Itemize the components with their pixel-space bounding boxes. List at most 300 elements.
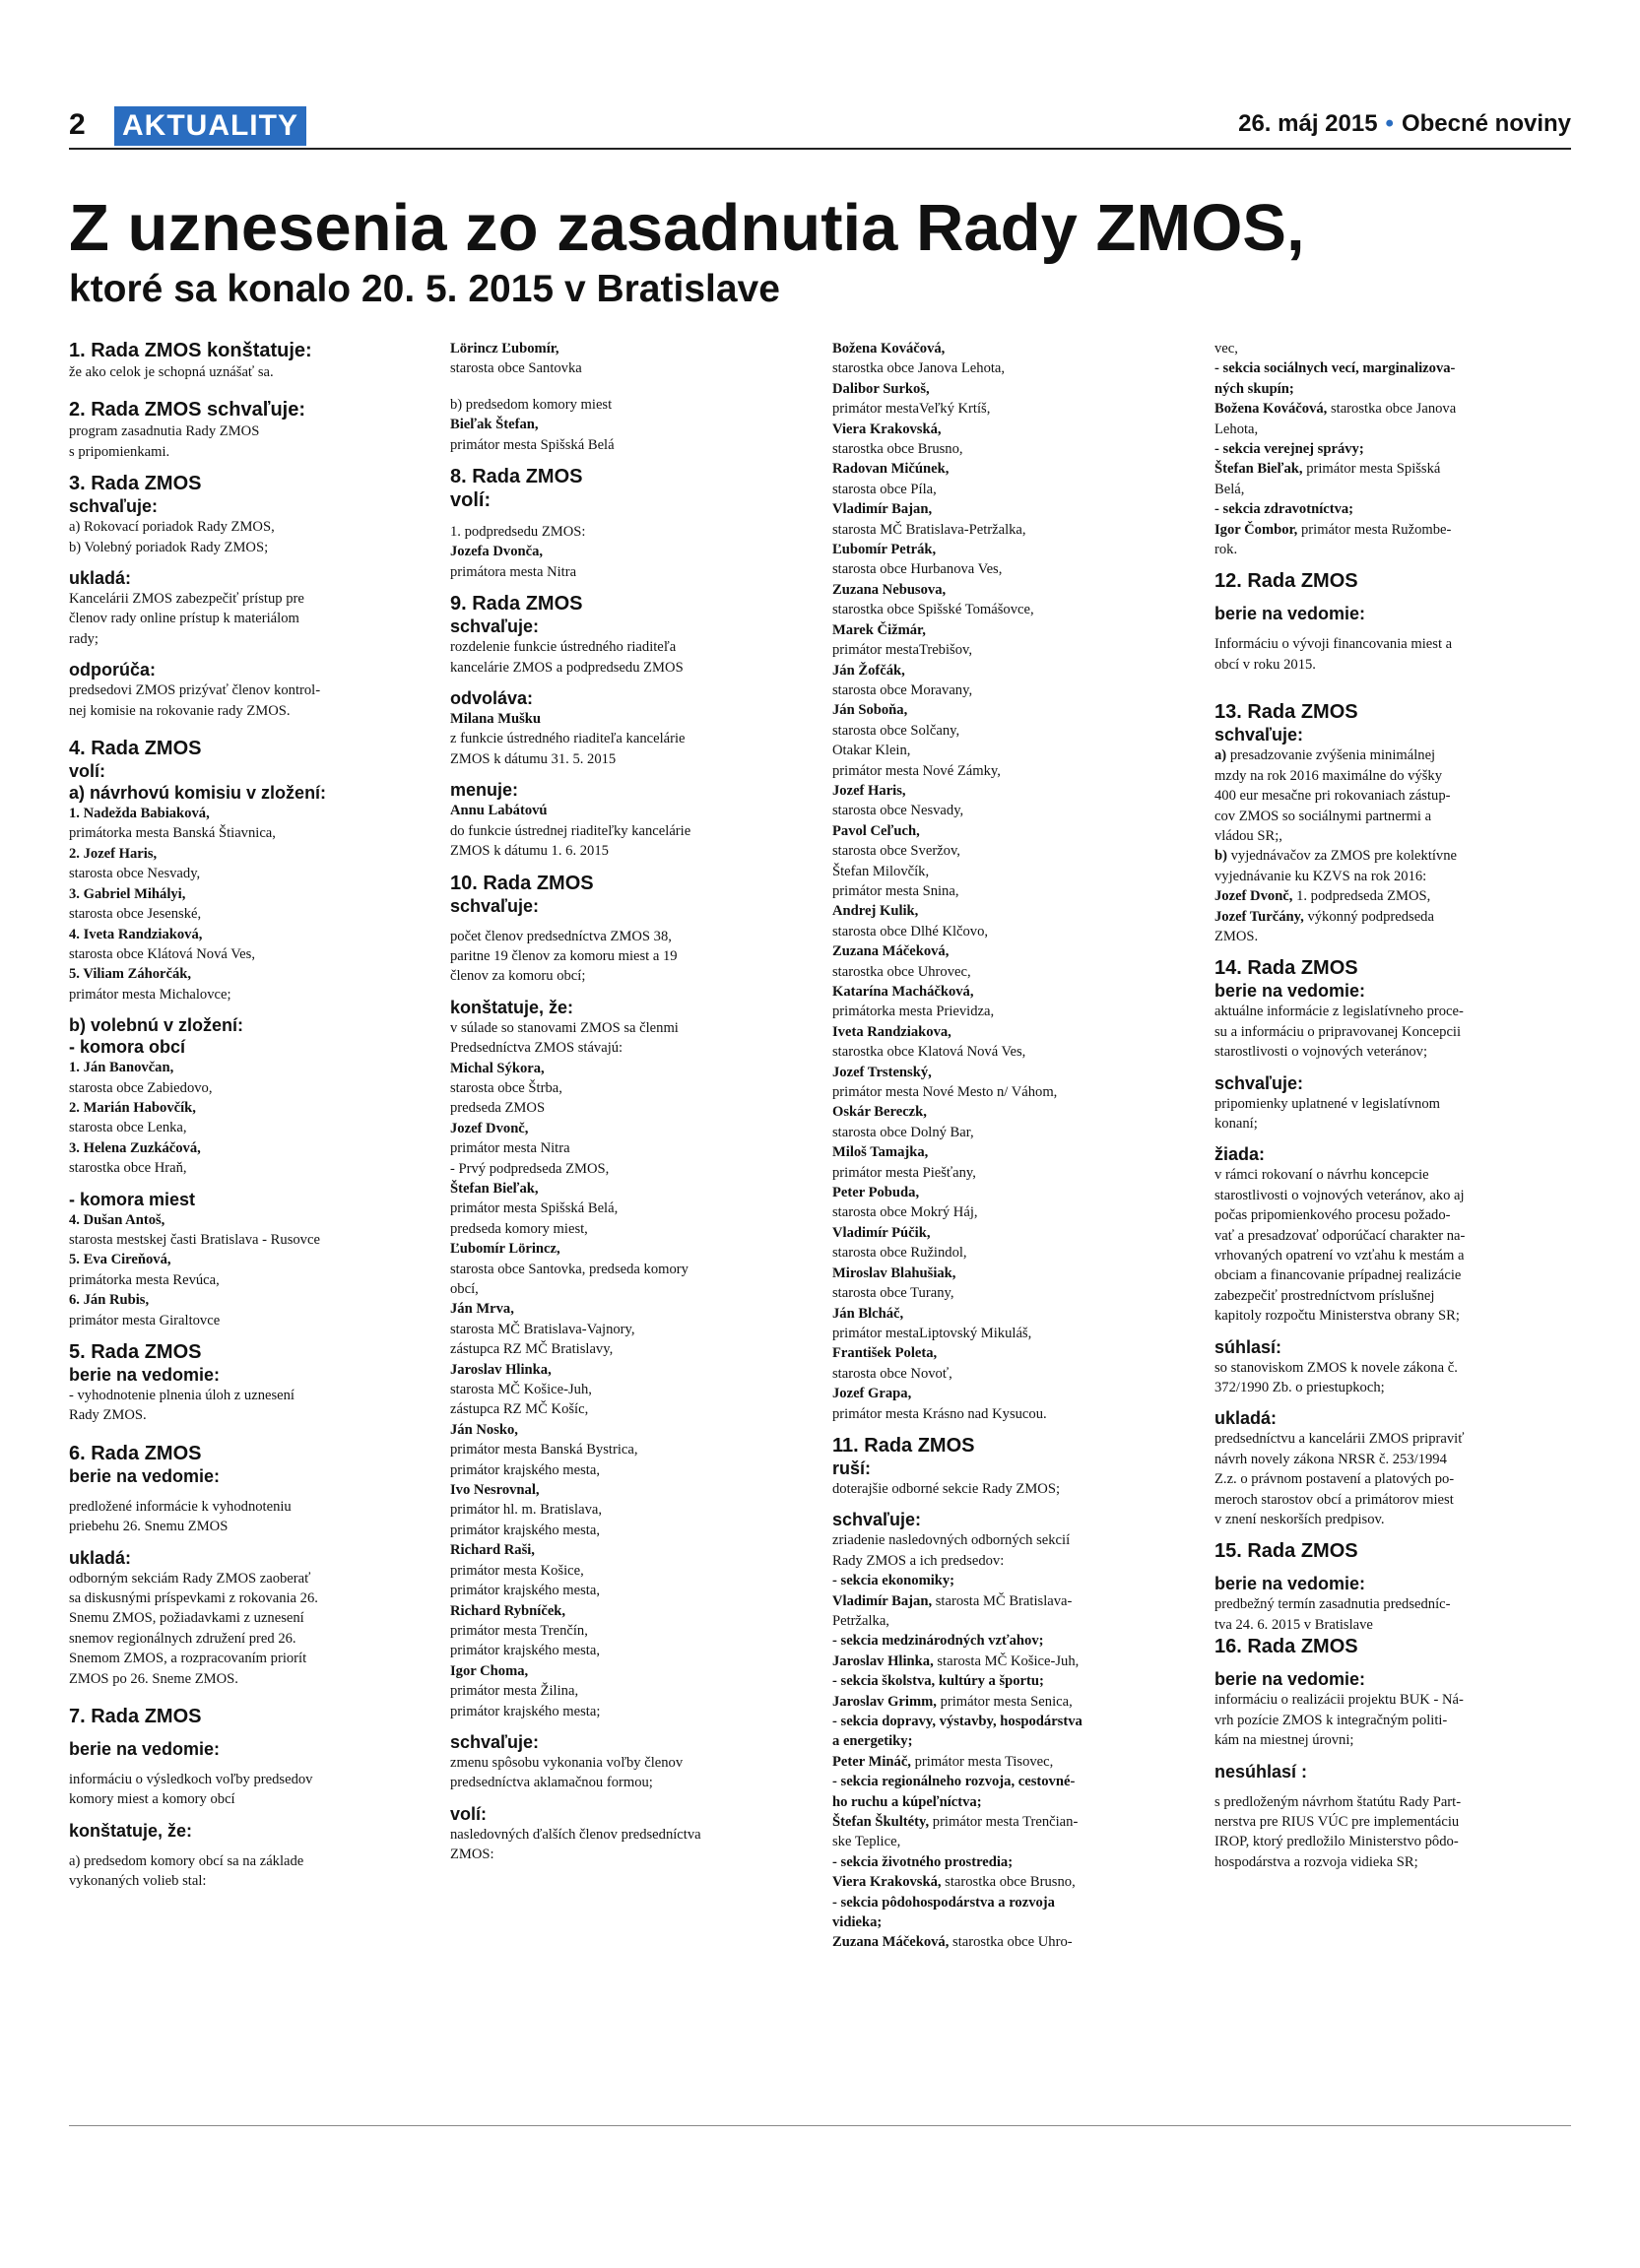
- member-role: starosta obce Štrba,: [450, 1079, 562, 1096]
- member-name: Oskár Bereczk,: [832, 1104, 927, 1121]
- member-role: Petržalka,: [832, 1612, 889, 1629]
- member-role: starosta obce Píla,: [832, 481, 937, 497]
- section-heading: 8. Rada ZMOS: [450, 466, 583, 488]
- member-role: Lehota,: [1214, 421, 1259, 437]
- member-role: starosta obce Dlhé Klčovo,: [832, 923, 989, 940]
- member-role: výkonný podpredseda: [1303, 908, 1434, 925]
- member-role: starosta obce Solčany,: [832, 722, 960, 739]
- member-role: starostka obce Klatová Nová Ves,: [832, 1044, 1026, 1061]
- member-role: starosta MČ Bratislava-: [932, 1592, 1073, 1609]
- member-name: František Poleta,: [832, 1345, 938, 1362]
- member-name: Jozef Grapa,: [832, 1386, 912, 1402]
- subheading: ukladá:: [69, 1547, 132, 1568]
- member-role: ske Teplice,: [832, 1834, 901, 1850]
- text-line: informáciu o realizácii projektu BUK - Ná-: [1214, 1692, 1464, 1709]
- member-name: 1. Nadežda Babiaková,: [69, 806, 210, 822]
- member-name: Viera Krakovská,: [832, 1874, 942, 1891]
- text-line: kapitoly rozpočtu Ministerstva obrany SR;: [1214, 1308, 1460, 1325]
- text-line: starostlivosti o vojnových veteránov, ako aj: [1214, 1187, 1465, 1203]
- member-role: starostka obce Janova: [1327, 401, 1457, 418]
- text-line: vládou SR;,: [1214, 827, 1282, 844]
- member-name: Jozef Haris,: [832, 782, 906, 799]
- member-role: starostka obce Brusno,: [941, 1874, 1076, 1891]
- member-name: Ján Soboňa,: [832, 702, 908, 719]
- text-line: mzdy na rok 2016 maximálne do výšky: [1214, 767, 1443, 784]
- text-line: vať a presadzovať odporúčací charakter na-: [1214, 1227, 1466, 1244]
- text-line: predbežný termín zasadnutia predsedníc-: [1214, 1596, 1451, 1613]
- subheading: - komora miest: [69, 1189, 196, 1209]
- member-name: Michal Sýkora,: [450, 1060, 545, 1076]
- member-role: starosta obce Zabiedovo,: [69, 1079, 213, 1096]
- member-role: primátor hl. m. Bratislava,: [450, 1502, 603, 1519]
- section-name: - sekcia sociálnych vecí, marginalizova-: [1214, 360, 1456, 377]
- text-line: program zasadnutia Rady ZMOS: [69, 423, 260, 440]
- member-name: Vladimír Bajan,: [832, 501, 933, 518]
- member-role: zástupca RZ MČ Bratislavy,: [450, 1341, 614, 1358]
- section-heading: 6. Rada ZMOS: [69, 1442, 202, 1464]
- section-heading: 16. Rada ZMOS: [1214, 1636, 1358, 1658]
- text-line: v súlade so stanovami ZMOS sa členmi: [450, 1019, 679, 1036]
- member-name: Milana Mušku: [450, 711, 542, 728]
- text-line: Z.z. o právnom postavení a platových po-: [1214, 1471, 1455, 1488]
- issue-info: [1238, 110, 1571, 138]
- section-heading: 12. Rada ZMOS: [1214, 570, 1358, 593]
- member-role: - Prvý podpredseda ZMOS,: [450, 1160, 610, 1177]
- member-role: primátorka mesta Banská Štiavnica,: [69, 825, 276, 842]
- member-name: Viera Krakovská,: [832, 421, 942, 437]
- member-role: predseda komory miest,: [450, 1220, 588, 1237]
- page-header: [69, 106, 1571, 150]
- text-line: aktuálne informácie z legislatívneho proce-: [1214, 1004, 1464, 1020]
- member-role: primátor mesta Giraltovce: [69, 1312, 221, 1328]
- member-name: Štefan Bieľak,: [1214, 461, 1303, 478]
- subheading: schvaľuje:: [1214, 725, 1303, 745]
- publication-name: Obecné noviny: [1401, 110, 1571, 137]
- member-role: rok.: [1214, 542, 1238, 558]
- member-role: primátor krajského mesta;: [450, 1703, 601, 1719]
- member-role: starostka obce Janova Lehota,: [832, 360, 1006, 377]
- subheading: schvaľuje:: [1214, 1072, 1303, 1093]
- member-role: starosta MČ Košice-Juh,: [933, 1652, 1080, 1669]
- member-name: Ľubomír Petrák,: [832, 542, 937, 558]
- text-line: rozdelenie funkcie ústredného riaditeľa: [450, 639, 677, 656]
- member-name: Otakar Klein,: [832, 743, 911, 759]
- member-role: primátor mestaVeľký Krtíš,: [832, 401, 991, 418]
- member-role: obcí,: [450, 1281, 479, 1297]
- member-name: Lörincz Ľubomír,: [450, 341, 559, 356]
- text-line: s pripomienkami.: [69, 443, 170, 460]
- member-name: Jaroslav Hlinka,: [832, 1652, 934, 1669]
- member-role: primátor krajského mesta,: [450, 1583, 600, 1599]
- member-name: Ján Žofčák,: [832, 662, 905, 679]
- text-line: 372/1990 Zb. o priestupkoch;: [1214, 1380, 1385, 1396]
- section-heading: 9. Rada ZMOS: [450, 593, 583, 616]
- member-role: primátor krajského mesta,: [450, 1461, 600, 1478]
- subheading: odvoláva:: [450, 688, 534, 709]
- text-line: vyjednávanie ku KZVS na rok 2016:: [1214, 868, 1427, 884]
- section-heading: 2. Rada ZMOS schvaľuje:: [69, 399, 305, 421]
- member-name: Jozefa Dvonča,: [450, 544, 544, 560]
- member-name: Štefan Škultéty,: [832, 1814, 930, 1831]
- section-name: a energetiky;: [832, 1733, 913, 1750]
- member-role: starostka obce Uhrovec,: [832, 963, 971, 980]
- subheading: ukladá:: [69, 568, 132, 589]
- subheading: schvaľuje:: [450, 1731, 539, 1752]
- section-label: AKTUALITY: [114, 106, 306, 146]
- member-role: starosta obce Nesvady,: [69, 866, 201, 882]
- member-role: starosta obce Mokrý Háj,: [832, 1204, 978, 1221]
- section-name: vidieka;: [832, 1914, 883, 1931]
- text-line: vrh pozície ZMOS k integračným politi-: [1214, 1712, 1448, 1728]
- text-line: nerstva pre RIUS VÚC pre implementáciu: [1214, 1813, 1460, 1830]
- member-role: primátor mesta Trenčín,: [450, 1622, 588, 1639]
- member-name: Miloš Tamajka,: [832, 1144, 929, 1161]
- text-line: obciam a financovanie prípadnej realizácie: [1214, 1267, 1462, 1284]
- member-role: starosta mestskej časti Bratislava - Rusovce: [69, 1231, 320, 1248]
- column-3: [832, 339, 1185, 1953]
- text-line: b) predsedom komory miest: [450, 396, 613, 413]
- subheading: volí:: [450, 1803, 488, 1824]
- member-name: Ján Blcháč,: [832, 1305, 904, 1322]
- member-name: Štefan Bieľak,: [450, 1180, 539, 1197]
- subheading: menuje:: [450, 780, 519, 801]
- column-1: [69, 339, 422, 1892]
- member-role: Belá,: [1214, 481, 1245, 497]
- member-name: 4. Iveta Randziaková,: [69, 926, 203, 942]
- member-role: vec,: [1214, 341, 1238, 356]
- text-line: Snemu ZMOS, požiadavkami z uznesení: [69, 1610, 304, 1627]
- subheading: konštatuje, že:: [69, 1820, 193, 1841]
- text-line: rady;: [69, 630, 98, 647]
- section-heading: 11. Rada ZMOS: [832, 1434, 975, 1457]
- section-heading: 1. Rada ZMOS konštatuje:: [69, 340, 312, 361]
- member-role: primátor mesta Nové Zámky,: [832, 762, 1001, 779]
- section-name: - sekcia regionálneho rozvoja, cestovné-: [832, 1774, 1076, 1790]
- text-line: kancelárie ZMOS a podpredsedu ZMOS: [450, 659, 684, 676]
- member-role: primátor mesta Senica,: [936, 1693, 1073, 1710]
- subheading: súhlasí:: [1214, 1336, 1282, 1357]
- member-name: Marek Čižmár,: [832, 621, 926, 638]
- text-line: a) Rokovací poriadok Rady ZMOS,: [69, 519, 275, 536]
- section-name: - sekcia školstva, kultúry a športu;: [832, 1673, 1044, 1690]
- member-name: Bieľak Štefan,: [450, 417, 539, 433]
- text-line: ZMOS k dátumu 31. 5. 2015: [450, 750, 617, 767]
- subheading: berie na vedomie:: [1214, 1574, 1366, 1594]
- member-name: Peter Pobuda,: [832, 1185, 920, 1201]
- member-name: Ivo Nesrovnal,: [450, 1482, 540, 1499]
- member-role: primátor mesta Banská Bystrica,: [450, 1442, 638, 1458]
- section-heading: 15. Rada ZMOS: [1214, 1540, 1358, 1563]
- text-line: starostlivosti o vojnových veteránov;: [1214, 1044, 1428, 1061]
- issue-date: 26. máj 2015: [1238, 110, 1378, 137]
- member-name: Richard Raši,: [450, 1542, 535, 1559]
- text-line: počet členov predsedníctva ZMOS 38,: [450, 928, 672, 944]
- member-name: Richard Rybníček,: [450, 1602, 566, 1619]
- text-line: IROP, ktorý predložilo Ministerstvo pôdo-: [1214, 1834, 1459, 1850]
- member-role: primátorka mesta Revúca,: [69, 1271, 220, 1288]
- text-line: zriadenie nasledovných odborných sekcií: [832, 1532, 1071, 1549]
- subheading: schvaľuje:: [832, 1510, 921, 1530]
- member-role: starosta obce Dolný Bar,: [832, 1124, 974, 1140]
- text-line: vykonaných volieb stal:: [69, 1873, 207, 1890]
- text-line: predložené informácie k vyhodnoteniu: [69, 1498, 292, 1515]
- text-line: informáciu o výsledkoch voľby predsedov: [69, 1772, 313, 1788]
- member-name: Igor Choma,: [450, 1662, 529, 1679]
- text-line: odborným sekciám Rady ZMOS zaoberať: [69, 1570, 311, 1587]
- text-line: konaní;: [1214, 1115, 1258, 1132]
- member-role: starosta obce Ružindol,: [832, 1245, 967, 1262]
- text-line: komory miest a komory obcí: [69, 1791, 235, 1808]
- text-line: s predloženým návrhom štatútu Rady Part-: [1214, 1793, 1462, 1810]
- text-line: doterajšie odborné sekcie Rady ZMOS;: [832, 1480, 1061, 1497]
- text-line: z funkcie ústredného riaditeľa kancelárie: [450, 731, 686, 747]
- text-line: v znení neskorších predpisov.: [1214, 1512, 1385, 1528]
- member-name: Igor Čombor,: [1214, 521, 1298, 538]
- member-name: Pavol Ceľuch,: [832, 822, 920, 839]
- member-name: Peter Mináč,: [832, 1753, 911, 1770]
- member-name: Zuzana Máčeková,: [832, 943, 950, 960]
- text-line: 400 eur mesačne pri rokovaniach zástup-: [1214, 788, 1451, 805]
- member-role: starosta MČ Bratislava-Vajnory,: [450, 1321, 635, 1337]
- member-name: Božena Kováčová,: [832, 341, 946, 356]
- member-name: Annu Labátovú: [450, 803, 548, 819]
- text-line: Rady ZMOS.: [69, 1407, 147, 1424]
- text-line: tva 24. 6. 2015 v Bratislave: [1214, 1616, 1373, 1633]
- member-name: Jozef Dvonč,: [1214, 888, 1293, 905]
- text-line: členov rady online prístup k materiálom: [69, 611, 299, 627]
- member-name: Ľubomír Lörincz,: [450, 1241, 560, 1258]
- member-name: Jaroslav Hlinka,: [450, 1361, 552, 1378]
- subheading: nesúhlasí :: [1214, 1761, 1308, 1782]
- text-line: presadzovanie zvýšenia minimálnej: [1226, 747, 1436, 764]
- list-marker: a): [1214, 747, 1227, 764]
- footer-rule: [69, 2125, 1571, 2126]
- member-name: 6. Ján Rubis,: [69, 1292, 150, 1309]
- page-number: 2: [69, 108, 86, 141]
- member-role: primátor mestaTrebišov,: [832, 642, 973, 659]
- text-line: ZMOS:: [450, 1847, 494, 1863]
- member-name: Štefan Milovčík,: [832, 863, 930, 879]
- member-role: primátor krajského mesta,: [450, 1522, 600, 1538]
- article-subtitle: ktoré sa konalo 20. 5. 2015 v Bratislave: [69, 268, 780, 310]
- header-separator: •: [1385, 110, 1394, 137]
- text-line: nasledovných ďalších členov predsedníctva: [450, 1826, 701, 1843]
- member-role: primátor mesta Spišská Belá,: [450, 1200, 619, 1217]
- text-line: predsedovi ZMOS prizývať členov kontrol-: [69, 682, 321, 699]
- text-line: ZMOS po 26. Sneme ZMOS.: [69, 1670, 238, 1687]
- text-line: nej komisie na rokovanie rady ZMOS.: [69, 702, 291, 719]
- member-name: Božena Kováčová,: [1214, 401, 1328, 418]
- subheading: berie na vedomie:: [1214, 1669, 1366, 1690]
- member-role: starosta obce Santovka, predseda komory: [450, 1261, 689, 1277]
- subheading: volí:: [450, 489, 492, 512]
- subheading: berie na vedomie:: [1214, 604, 1366, 624]
- member-name: Jaroslav Grimm,: [832, 1693, 937, 1710]
- member-name: Miroslav Blahušiak,: [832, 1264, 956, 1281]
- subheading: b) volebnú v zložení:: [69, 1015, 244, 1036]
- subheading: berie na vedomie:: [69, 1739, 221, 1760]
- text-line: meroch starostov obcí a primátorov miest: [1214, 1491, 1454, 1508]
- section-heading: 14. Rada ZMOS: [1214, 957, 1358, 980]
- text-line: vrhovaných opatrení vo vzťahu k mestám a: [1214, 1248, 1465, 1264]
- text-line: cov ZMOS so sociálnymi partnermi a: [1214, 808, 1432, 824]
- text-line: Rady ZMOS a ich predsedov:: [832, 1552, 1005, 1569]
- member-role: zástupca RZ MČ Košíc,: [450, 1401, 589, 1418]
- member-name: 3. Helena Zuzkáčová,: [69, 1139, 201, 1156]
- subheading: konštatuje, že:: [450, 997, 574, 1017]
- member-role: starostka obce Spišské Tomášovce,: [832, 602, 1034, 618]
- member-role: primátora mesta Nitra: [450, 563, 577, 580]
- text-line: Predsedníctva ZMOS stávajú:: [450, 1040, 623, 1057]
- member-role: starostka obce Hraň,: [69, 1160, 187, 1177]
- text-line: su a informáciu o pripravovanej Koncepcii: [1214, 1023, 1462, 1040]
- member-role: primátor krajského mesta,: [450, 1643, 600, 1659]
- subheading: - komora obcí: [69, 1037, 186, 1058]
- member-name: Zuzana Nebusova,: [832, 581, 947, 598]
- member-role: primátor mesta Ružombe-: [1297, 521, 1452, 538]
- subheading: schvaľuje:: [69, 496, 158, 517]
- section-heading: 10. Rada ZMOS: [450, 872, 594, 894]
- text-line: vyjednávačov za ZMOS pre kolektívne: [1226, 848, 1458, 865]
- text-line: a) predsedom komory obcí sa na základe: [69, 1852, 304, 1869]
- section-name: - sekcia ekonomiky;: [832, 1573, 955, 1589]
- member-name: Jozef Dvonč,: [450, 1120, 529, 1136]
- text-line: zmenu spôsobu vykonania voľby členov: [450, 1754, 684, 1771]
- member-name: Ján Nosko,: [450, 1421, 518, 1438]
- text-line: pripomienky uplatnené v legislatívnom: [1214, 1095, 1440, 1112]
- text-line: zabezpečiť prostredníctvom príslušnej: [1214, 1287, 1435, 1304]
- member-name: Dalibor Surkoš,: [832, 380, 930, 397]
- member-name: Ján Mrva,: [450, 1301, 514, 1318]
- list-marker: b): [1214, 848, 1227, 865]
- member-name: 4. Dušan Antoš,: [69, 1211, 165, 1228]
- member-role: primátor mesta Nitra: [450, 1140, 570, 1157]
- header-rule: [69, 148, 1571, 150]
- section-name: - sekcia zdravotníctva;: [1214, 501, 1354, 518]
- subheading: berie na vedomie:: [1214, 981, 1366, 1002]
- member-name: Jozef Turčány,: [1214, 908, 1304, 925]
- member-name: Vladimír Bajan,: [832, 1592, 933, 1609]
- member-role: predseda ZMOS: [450, 1100, 546, 1117]
- section-name: ho ruchu a kúpeľníctva;: [832, 1793, 982, 1810]
- text-line: Kancelárii ZMOS zabezpečiť prístup pre: [69, 591, 304, 608]
- member-role: starostka obce Uhro-: [949, 1934, 1073, 1951]
- text-line: počas pripomienkového procesu požado-: [1214, 1207, 1451, 1224]
- member-role: primátor mesta Krásno nad Kysucou.: [832, 1405, 1047, 1422]
- section-name: - sekcia životného prostredia;: [832, 1853, 1014, 1870]
- subheading: ruší:: [832, 1458, 872, 1478]
- member-role: primátor mesta Piešťany,: [832, 1164, 976, 1181]
- text-line: snemov regionálnych združení pred 26.: [69, 1630, 296, 1647]
- member-role: 1. podpredseda ZMOS,: [1292, 888, 1431, 905]
- text-line: - vyhodnotenie plnenia úloh z uznesení: [69, 1388, 295, 1403]
- member-name: Jozef Trstenský,: [832, 1064, 932, 1080]
- text-line: b) Volebný poriadok Rady ZMOS;: [69, 539, 269, 555]
- member-name: 2. Jozef Haris,: [69, 845, 158, 862]
- text-line: že ako celok je schopná uznášať sa.: [69, 364, 274, 380]
- member-name: Iveta Randziakova,: [832, 1023, 951, 1040]
- text-line: kám na miestnej úrovni;: [1214, 1732, 1354, 1749]
- text-line: predsedníctvu a kancelárii ZMOS pripraviť: [1214, 1431, 1465, 1448]
- section-name: - sekcia pôdohospodárstva a rozvoja: [832, 1894, 1055, 1911]
- member-name: Radovan Mičúnek,: [832, 461, 950, 478]
- column-4: [1214, 339, 1567, 1872]
- member-role: starosta obce Nesvady,: [832, 803, 964, 819]
- section-heading: 3. Rada ZMOS: [69, 473, 202, 495]
- member-name: Katarína Macháčková,: [832, 984, 974, 1000]
- text-line: sa diskusnými príspevkami z rokovania 26.: [69, 1590, 318, 1607]
- subheading: berie na vedomie:: [69, 1365, 221, 1385]
- member-name: Zuzana Máčeková,: [832, 1934, 950, 1951]
- text-line: návrh novely zákona NRSR č. 253/1994: [1214, 1451, 1447, 1467]
- member-role: starosta obce Lenka,: [69, 1120, 187, 1136]
- member-role: primátor mesta Žilina,: [450, 1683, 579, 1700]
- subheading: a) návrhovú komisiu v zložení:: [69, 783, 327, 804]
- member-role: starosta obce Jesenské,: [69, 906, 202, 923]
- member-name: Vladimír Púčik,: [832, 1224, 931, 1241]
- section-name: - sekcia medzinárodných vzťahov;: [832, 1633, 1044, 1650]
- text-line: priebehu 26. Snemu ZMOS: [69, 1519, 229, 1535]
- member-role: ZMOS.: [1214, 928, 1259, 944]
- subheading: berie na vedomie:: [69, 1465, 221, 1486]
- section-name: - sekcia verejnej správy;: [1214, 441, 1364, 458]
- section-name: - sekcia dopravy, výstavby, hospodárstva: [832, 1714, 1082, 1729]
- member-name: Andrej Kulik,: [832, 903, 919, 920]
- member-role: starostka obce Brusno,: [832, 441, 963, 458]
- member-role: primátor mesta Snina,: [832, 882, 959, 899]
- member-role: starosta obce Turany,: [832, 1285, 954, 1302]
- member-role: starosta obce Novoť,: [832, 1365, 952, 1382]
- section-heading: 13. Rada ZMOS: [1214, 701, 1358, 724]
- member-role: primátor mestaLiptovský Mikuláš,: [832, 1325, 1032, 1341]
- text-line: Informáciu o vývoji financovania miest a: [1214, 636, 1453, 653]
- text-line: 1. podpredsedu ZMOS:: [450, 524, 586, 541]
- member-name: 2. Marián Habovčík,: [69, 1099, 196, 1116]
- member-role: primátor mesta Nové Mesto n/ Váhom,: [832, 1084, 1058, 1101]
- member-role: primátor mesta Spišská Belá: [450, 436, 615, 453]
- subheading: volí:: [69, 761, 106, 782]
- section-heading: 7. Rada ZMOS: [69, 1706, 202, 1728]
- section-heading: 4. Rada ZMOS: [69, 738, 202, 760]
- member-name: 5. Eva Cireňová,: [69, 1252, 171, 1268]
- text-line: predsedníctva aklamačnou formou;: [450, 1775, 653, 1791]
- section-heading: 5. Rada ZMOS: [69, 1341, 202, 1363]
- section-name: ných skupín;: [1214, 380, 1294, 397]
- text-line: členov za komoru obcí;: [450, 968, 586, 985]
- subheading: odporúča:: [69, 660, 156, 680]
- subheading: schvaľuje:: [450, 895, 539, 916]
- member-role: primátorka mesta Prievidza,: [832, 1004, 995, 1020]
- text-line: hospodárstva a rozvoja vidieka SR;: [1214, 1853, 1418, 1870]
- member-role: primátor mesta Michalovce;: [69, 986, 231, 1003]
- member-role: primátor mesta Tisovec,: [910, 1753, 1054, 1770]
- text-line: obcí v roku 2015.: [1214, 656, 1316, 673]
- column-2: [450, 339, 803, 1865]
- member-name: 5. Viliam Záhorčák,: [69, 966, 192, 983]
- subheading: ukladá:: [1214, 1408, 1278, 1429]
- member-name: 1. Ján Banovčan,: [69, 1060, 174, 1076]
- subheading: žiada:: [1214, 1144, 1266, 1165]
- member-role: primátor mesta Trenčian-: [929, 1814, 1079, 1831]
- text-line: v rámci rokovaní o návrhu koncepcie: [1214, 1167, 1429, 1184]
- member-name: 3. Gabriel Mihályi,: [69, 885, 186, 902]
- member-role: starosta obce Moravany,: [832, 681, 973, 698]
- member-role: primátor mesta Košice,: [450, 1562, 584, 1579]
- text-line: Snemom ZMOS, a rozpracovaním priorít: [69, 1651, 307, 1667]
- text-line: do funkcie ústrednej riaditeľky kancelárie: [450, 822, 691, 839]
- text-line: paritne 19 členov za komoru miest a 19: [450, 947, 678, 964]
- member-role: starosta MČ Bratislava-Petržalka,: [832, 521, 1026, 538]
